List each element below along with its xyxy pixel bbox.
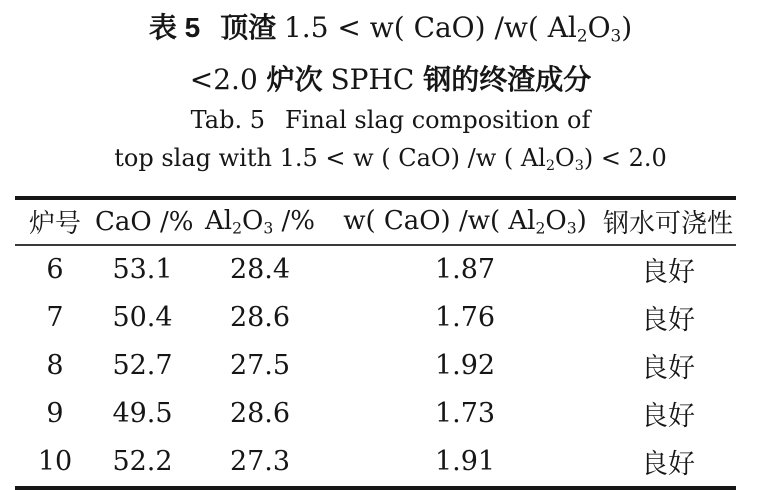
table-cell: 27.5	[229, 350, 291, 382]
text-segment: 3	[574, 157, 584, 174]
text-segment: O	[242, 206, 264, 237]
table-cell: 50.4	[112, 302, 173, 334]
table-body	[15, 245, 736, 488]
table-cell: 1.76	[434, 302, 496, 334]
table-cell: 52.7	[112, 350, 173, 382]
text-segment: 2	[545, 157, 556, 174]
table-cell: 良好	[641, 257, 695, 289]
table-row	[15, 294, 736, 342]
text-segment: 顶渣	[220, 12, 284, 43]
text-segment: O	[587, 11, 611, 44]
text-segment: 炉号	[28, 209, 81, 240]
table-title-en-line1	[0, 101, 781, 139]
text-segment: ) < 2.0	[583, 143, 667, 172]
table-cell: 7	[46, 302, 64, 334]
table-cell: 1.91	[434, 446, 496, 478]
text-segment: O	[555, 143, 575, 172]
table-cell: 49.5	[112, 398, 173, 430]
table-cell: 良好	[641, 401, 695, 433]
text-segment: w( CaO) /w( Al	[343, 206, 536, 237]
text-segment: 炉次	[266, 63, 331, 95]
col-header-al2o3-percent	[190, 198, 330, 245]
text-segment: CaO /%	[95, 206, 194, 237]
table-cell: 1.73	[434, 398, 496, 430]
col-header-castability	[600, 198, 736, 245]
text-segment: )	[621, 11, 633, 44]
col-header-furnace-number	[15, 198, 95, 245]
table-row	[15, 245, 736, 294]
text-segment: top slag with 1.5 < w ( CaO) /w ( Al	[114, 143, 546, 172]
table-cell: 28.4	[229, 254, 291, 286]
text-segment: 钢水可浇性	[602, 209, 733, 240]
text-segment: 钢的终渣成分	[423, 63, 592, 95]
text-segment: 3	[566, 219, 577, 238]
col-header-cao-al2o3-ratio	[330, 198, 600, 245]
table-cell: 28.6	[229, 302, 291, 334]
text-segment: 2	[232, 219, 243, 238]
table-cell: 28.6	[229, 398, 291, 430]
table-cell: 良好	[641, 353, 695, 385]
text-segment: 3	[610, 25, 622, 46]
text-segment: Final slag composition of	[285, 105, 591, 134]
col-header-cao-percent	[95, 198, 194, 245]
text-segment: <2.0	[189, 62, 267, 96]
table-cell: 53.1	[112, 254, 173, 286]
table-cell: 6	[46, 254, 64, 286]
table-row	[15, 438, 736, 488]
text-segment: /%	[273, 206, 315, 237]
text-segment: 2	[576, 25, 588, 46]
table-cell: 52.2	[112, 446, 173, 478]
text-segment: 3	[263, 219, 274, 238]
table-title-en-line2	[0, 139, 781, 185]
table-row	[15, 342, 736, 390]
header-row	[15, 198, 736, 245]
text-segment: O	[545, 206, 567, 237]
text-segment: 2	[535, 219, 546, 238]
table-cell: 1.92	[434, 350, 496, 382]
table-cell: 27.3	[229, 446, 291, 478]
text-segment: Tab. 5	[190, 105, 265, 134]
text-segment: )	[576, 206, 587, 237]
table-cell: 良好	[641, 305, 695, 337]
text-segment: 1.5 < w( CaO) /w( Al	[283, 11, 577, 44]
table-cell: 1.87	[434, 254, 496, 286]
final-slag-composition-table	[15, 196, 736, 490]
table-row	[15, 390, 736, 438]
table-title-zh-line1	[0, 6, 781, 58]
table-cell: 良好	[641, 449, 695, 481]
table-cell: 8	[46, 350, 64, 382]
text-segment: SPHC	[330, 62, 424, 96]
table-cell: 9	[46, 398, 64, 430]
text-segment: 表 5	[148, 12, 201, 43]
table-cell: 10	[37, 446, 73, 478]
text-segment: Al	[205, 206, 233, 237]
table-title-zh-line2	[0, 58, 781, 101]
